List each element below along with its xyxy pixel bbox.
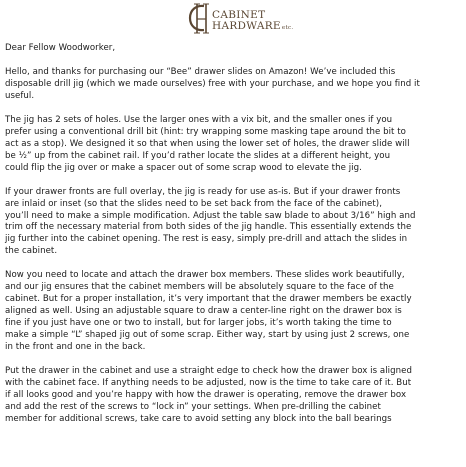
text-line: and our jig ensures that the cabinet members will be absolutely square to the face of the — [5, 282, 394, 293]
text-line: be ½” up from the cabinet rail. If you’d rather locate the slides at a different height, you — [5, 150, 391, 161]
paragraph-drawer-fronts — [5, 187, 461, 258]
text-line: the cabinet. — [5, 246, 58, 257]
text-line: with the cabinet face. If anything needs to be adjusted, now is the time to take care of it. But — [5, 377, 412, 388]
paragraph-alignment — [5, 366, 461, 426]
text-line: if all looks good and you’re happy with how the drawer is operating, remove the drawer box — [5, 389, 407, 400]
paragraph-jig-holes — [5, 115, 461, 175]
brand-line-hardware: HARDWAREetc. — [212, 20, 294, 32]
text-line: disposable drill jig (which we made ourselves) free with your purchase, and we hope you find it — [5, 79, 420, 89]
text-line: you’ll need to make a simple modification. Adjust the table saw blade to about 3/16” high and — [5, 210, 416, 221]
paragraph-intro — [5, 67, 461, 103]
text-line: trim off the necessary material from both sides of the jig handle. This essentially extends the — [5, 222, 412, 233]
cabinet-hardware-monogram-icon — [187, 2, 213, 34]
text-line: Now you need to locate and attach the drawer box members. These slides work beautifully, — [5, 270, 405, 281]
text-line: jig further into the cabinet opening. The rest is easy, simply pre-drill and attach the slides in — [5, 234, 408, 245]
text-line: cabinet. But for a proper installation, it’s very important that the drawer members be exactly — [5, 294, 412, 305]
text-line: useful. — [5, 90, 35, 101]
letterhead — [0, 0, 466, 40]
text-line: Put the drawer in the cabinet and use a straight edge to check how the drawer box is aligned — [5, 365, 412, 376]
text-line: Hello, and thanks for purchasing our “Bee” drawer slides on Amazon! We’ve included this — [5, 67, 396, 78]
text-line: aligned as well. Using an adjustable square to draw a center-line right on the drawer box is — [5, 306, 402, 317]
text-line: are inlaid or inset (so that the slides need to be set back from the face of the cabinet), — [5, 198, 382, 209]
brand-line-cabinet: CABINET — [212, 9, 266, 21]
text-line: in the front and one in the back. — [5, 341, 146, 352]
text-line: prefer using a conventional drill bit (hint: try wrapping some masking tape around the bit to — [5, 126, 406, 137]
text-line: fine if you just have one or two to install, but for larger jobs, it’s worth taking the time to — [5, 317, 392, 328]
text-line: The jig has 2 sets of holes. Use the larger ones with a vix bit, and the smaller ones if you — [5, 115, 393, 125]
text-line: make a simple “L” shaped jig out of some scrap. Either way, start by using just 2 screws, one — [5, 329, 410, 340]
letter-body — [5, 43, 461, 438]
text-line: act as a stop). We designed it so that when using the lower set of holes, the drawer slide will — [5, 138, 410, 149]
salutation — [5, 43, 461, 55]
text-line: and add the rest of the screws to “lock in” your settings. When pre-drilling the cabinet — [5, 401, 381, 412]
text-line: If your drawer fronts are full overlay, the jig is ready for use as-is. But if your drawer fronts — [5, 186, 401, 197]
text-line: Dear Fellow Woodworker, — [5, 43, 116, 53]
text-line: member for additional screws, take care to avoid setting any block into the ball bearings — [5, 413, 392, 424]
text-line: could flip the jig over or make a spacer out of some scrap wood to elevate the jig. — [5, 162, 362, 173]
brand-suffix: etc. — [281, 25, 294, 31]
paragraph-drawer-members — [5, 270, 461, 353]
